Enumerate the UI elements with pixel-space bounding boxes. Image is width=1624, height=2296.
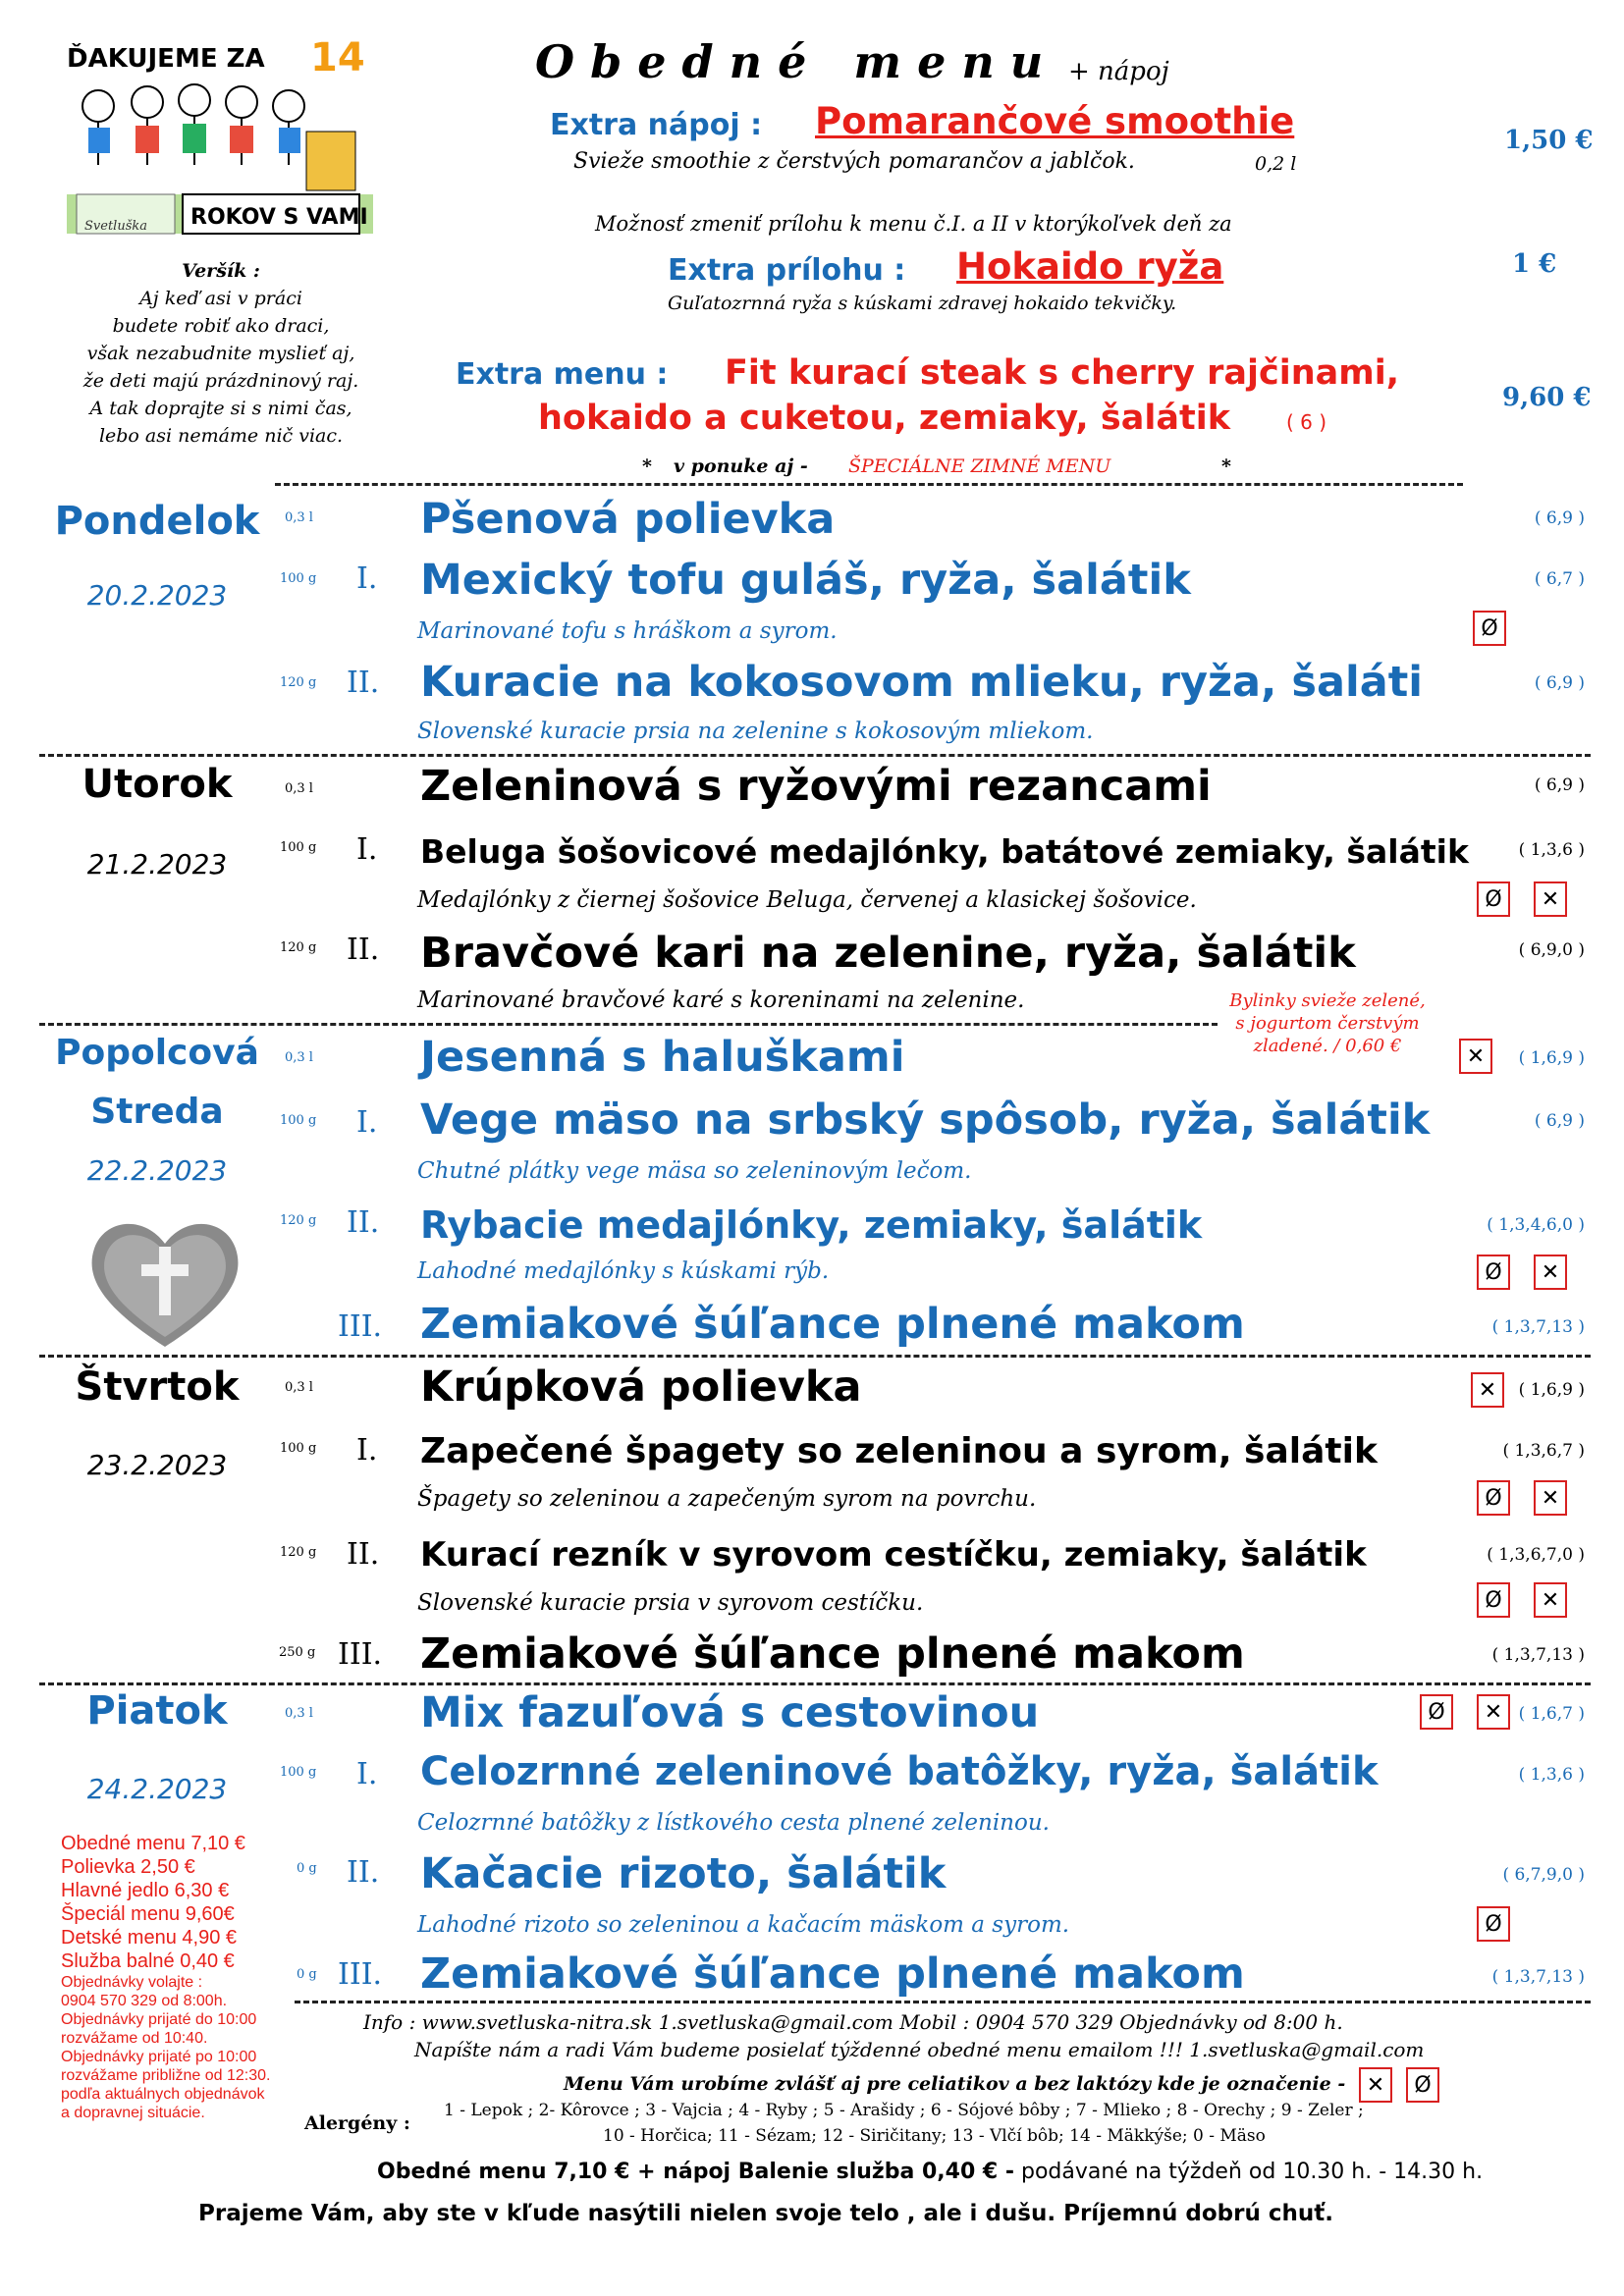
- dish-description: Marinované bravčové karé s koreninami na zelenine.: [417, 988, 1025, 1013]
- dish-name: Celozrnné zeleninové batôžky, ryža, šalátik: [420, 1749, 1379, 1794]
- allergen-codes: ( 6,7 ): [1534, 569, 1585, 589]
- item-amount: 100 g: [280, 571, 317, 586]
- logo-bottom-text: ROKOV S VAMI: [190, 205, 368, 230]
- closing-message: Prajeme Vám, aby ste v kľude nasýtili nielen svoje telo , ale i dušu. Príjemnú dobrú chuť.: [198, 2201, 1333, 2226]
- menu-summary-price: Obedné menu 7,10 € + nápoj Balenie služba 0,40 € -: [377, 2160, 1015, 2184]
- menu-number: I.: [356, 1433, 378, 1468]
- menu-number: II.: [347, 1537, 380, 1572]
- allergen-codes: ( 1,6,9 ): [1518, 1380, 1585, 1400]
- allergens-legend-line2: 10 - Horčica; 11 - Sézam; 12 - Siričitany; 13 - Vlčí bôb; 14 - Mäkkýše; 0 - Mäso: [603, 2126, 1266, 2146]
- extra-side-desc: Guľatozrnná ryža s kúskami zdravej hokaido tekvičky.: [668, 293, 1177, 314]
- versik-line: budete robiť ako draci,: [112, 315, 330, 337]
- order-note: a dopravnej situácie.: [61, 2105, 205, 2121]
- dish-description: Špagety so zeleninou a zapečeným syrom na povrchu.: [417, 1486, 1037, 1512]
- extra-side-price: 1 €: [1512, 249, 1557, 279]
- price-list: [61, 1832, 270, 2122]
- dish-name: Beluga šošovicové medajlónky, batátové zemiaky, šalátik: [420, 832, 1469, 871]
- dish-name: Bravčové kari na zelenine, ryža, šalátik: [420, 929, 1356, 978]
- logo-number: 14: [310, 37, 365, 80]
- item-amount: 0 g: [297, 1861, 317, 1876]
- dish-description: Celozrnné batôžky z lístkového cesta plnené zeleninou.: [417, 1810, 1050, 1836]
- gluten-free-icon: Ø: [1477, 1255, 1510, 1290]
- day-date: 23.2.2023: [86, 1449, 228, 1481]
- order-note: podľa aktuálnych objednávok: [61, 2086, 265, 2103]
- special-value: ŠPECIÁLNE ZIMNÉ MENU: [848, 455, 1111, 477]
- item-amount: 0,3 l: [285, 1706, 313, 1721]
- dish-name: Mexický tofu guláš, ryža, šalátik: [420, 556, 1191, 605]
- item-amount: 120 g: [280, 675, 317, 690]
- day-name: Utorok: [81, 762, 233, 807]
- dish-name: Kuracie na kokosovom mlieku, ryža, šaláti: [420, 658, 1424, 707]
- menu-number: II.: [347, 1855, 380, 1890]
- lactose-free-icon: ✕: [1534, 1480, 1567, 1516]
- menu-number: III.: [338, 1309, 383, 1344]
- dish-name: Kurací rezník v syrovom cestíčku, zemiaky, šalátik: [420, 1535, 1367, 1575]
- allergen-codes: ( 6,9 ): [1534, 508, 1585, 528]
- allergen-codes: ( 1,3,7,13 ): [1491, 1645, 1585, 1665]
- item-amount: 250 g: [279, 1645, 316, 1660]
- logo-brand: Svetluška: [84, 219, 147, 234]
- menu-number: III.: [338, 1957, 383, 1992]
- side-change-note: Možnosť zmeniť prílohu k menu č.I. a II v ktorýkoľvek deň za: [595, 212, 1232, 236]
- versik-line: že deti majú prázdninový raj.: [82, 370, 359, 392]
- item-amount: 100 g: [280, 1113, 317, 1128]
- dish-description: Slovenské kuracie prsia v syrovom cestíčku.: [417, 1590, 924, 1616]
- extra-menu-allergens: ( 6 ): [1286, 410, 1327, 434]
- lactose-free-icon: ✕: [1459, 1039, 1492, 1074]
- dish-name: Zeleninová s ryžovými rezancami: [420, 762, 1212, 811]
- menu-number: II.: [347, 933, 380, 967]
- herbs-note: [1210, 989, 1445, 1057]
- special-star-left: *: [642, 455, 652, 477]
- dish-description: Chutné plátky vege mäsa so zeleninovým lečom.: [417, 1158, 972, 1184]
- day-name: Popolcová: [55, 1033, 259, 1073]
- allergens-label: Alergény :: [304, 2112, 410, 2134]
- dish-description: Marinované tofu s hráškom a syrom.: [417, 618, 838, 644]
- dish-name: Zemiakové šúľance plnené makom: [420, 1629, 1245, 1679]
- ash-heart-cross-image: [84, 1209, 245, 1357]
- dish-description: Lahodné rizoto so zeleninou a kačacím mäskom a syrom.: [417, 1912, 1070, 1938]
- menu-number: I.: [356, 1105, 378, 1140]
- lactose-free-icon: ✕: [1477, 1694, 1510, 1730]
- versik-line: A tak doprajte si s nimi čas,: [89, 398, 352, 419]
- herbs-note-line: Bylinky svieže zelené,: [1229, 990, 1426, 1011]
- gluten-free-icon: Ø: [1477, 1582, 1510, 1618]
- lactose-free-icon: ✕: [1534, 881, 1567, 917]
- dish-name: Zapečené špagety so zeleninou a syrom, šalátik: [420, 1431, 1378, 1471]
- dish-description: Medajlónky z čiernej šošovice Beluga, červenej a klasickej šošovice.: [417, 887, 1197, 913]
- item-amount: 100 g: [280, 1441, 317, 1456]
- day-name: Pondelok: [54, 499, 260, 544]
- allergen-codes: ( 1,3,6 ): [1518, 1765, 1585, 1785]
- allergen-codes: ( 1,6,9 ): [1518, 1048, 1585, 1068]
- allergen-codes: ( 1,6,7 ): [1518, 1704, 1585, 1724]
- gluten-free-icon: Ø: [1473, 611, 1506, 646]
- logo-top-text: ĎAKUJEME ZA: [67, 44, 265, 74]
- lactose-free-icon: ✕: [1359, 2067, 1392, 2103]
- extra-menu-price: 9,60 €: [1502, 383, 1592, 412]
- footer-newsletter-note: Napíšte nám a radi Vám budeme posielať týždenné obedné menu emailom !!! 1.svetluska@gmail.com: [414, 2038, 1425, 2061]
- allergen-codes: ( 1,3,6,7 ): [1502, 1441, 1585, 1461]
- item-amount: 0 g: [297, 1967, 317, 1982]
- gluten-free-icon: Ø: [1477, 881, 1510, 917]
- versik-title: Veršík :: [182, 260, 260, 282]
- dish-name: Zemiakové šúľance plnené makom: [420, 1949, 1245, 1999]
- order-note: 0904 570 329 od 8:00h.: [61, 1993, 228, 2009]
- menu-number: II.: [347, 1205, 380, 1240]
- divider: [39, 1682, 1591, 1685]
- item-amount: 0,3 l: [285, 510, 313, 525]
- item-amount: 0,3 l: [285, 1050, 313, 1065]
- price-item: Detské menu 4,90 €: [61, 1927, 237, 1949]
- dish-name: Zemiakové šúľance plnené makom: [420, 1300, 1245, 1349]
- versik-line: však nezabudnite myslieť aj,: [86, 343, 355, 364]
- dish-name: Krúpková polievka: [420, 1362, 862, 1412]
- price-item: Hlavné jedlo 6,30 €: [61, 1880, 230, 1901]
- order-note: rozvážame približne od 12:30.: [61, 2067, 271, 2084]
- divider: [275, 483, 1463, 486]
- herbs-note-line: s jogurtom čerstvým: [1235, 1013, 1420, 1034]
- menu-number: I.: [356, 1757, 378, 1791]
- versik-line: lebo asi nemáme nič viac.: [98, 425, 344, 447]
- menu-number: I.: [356, 832, 378, 867]
- allergen-codes: ( 6,9 ): [1534, 1111, 1585, 1131]
- extra-drink-value: Pomarančové smoothie: [815, 100, 1295, 142]
- allergens-legend-line1: 1 - Lepok ; 2- Kôrovce ; 3 - Vajcia ; 4 - Ryby ; 5 - Arašidy ; 6 - Sójové bôby ; 7 - Mlieko ; 8 - Orechy ; 9 - Zeler ;: [444, 2101, 1364, 2120]
- gluten-free-icon: Ø: [1477, 1906, 1510, 1942]
- allergen-codes: ( 6,9,0 ): [1518, 940, 1585, 960]
- lactose-free-icon: ✕: [1534, 1255, 1567, 1290]
- allergen-codes: ( 1,3,7,13 ): [1491, 1317, 1585, 1337]
- extra-drink-price: 1,50 €: [1504, 126, 1594, 155]
- lactose-free-icon: ✕: [1534, 1582, 1567, 1618]
- order-note: Objednávky prijaté do 10:00: [61, 2011, 257, 2028]
- versik: [59, 257, 383, 450]
- dish-name: Kačacie rizoto, šalátik: [420, 1849, 947, 1898]
- page-title: Obedné menu: [535, 35, 1059, 88]
- dish-name: Pšenová polievka: [420, 495, 836, 544]
- order-note: Objednávky volajte :: [61, 1974, 203, 1991]
- divider: [295, 2001, 1591, 2003]
- dish-name: Jesenná s haluškami: [420, 1033, 905, 1082]
- footer-contact-info: Info : www.svetluska-nitra.sk 1.svetluska@gmail.com Mobil : 0904 570 329 Objednávky od 8:00 h.: [363, 2010, 1343, 2034]
- allergen-codes: ( 1,3,7,13 ): [1491, 1967, 1585, 1987]
- item-amount: 100 g: [280, 840, 317, 855]
- order-note: Objednávky prijaté po 10:00: [61, 2049, 257, 2065]
- extra-drink-volume: 0,2 l: [1255, 153, 1297, 175]
- allergen-codes: ( 6,9 ): [1534, 775, 1585, 795]
- extra-side-label: Extra prílohu :: [668, 253, 906, 288]
- menu-summary: [377, 2160, 1483, 2184]
- price-item: Obedné menu 7,10 €: [61, 1833, 245, 1854]
- gluten-free-icon: Ø: [1477, 1480, 1510, 1516]
- allergen-codes: ( 6,9 ): [1534, 673, 1585, 693]
- allergen-codes: ( 6,7,9,0 ): [1502, 1865, 1585, 1885]
- item-amount: 120 g: [280, 1213, 317, 1228]
- extra-menu-value-line1: Fit kurací steak s cherry rajčinami,: [725, 353, 1400, 393]
- versik-line: Aj keď asi v práci: [139, 288, 302, 309]
- gluten-free-icon: Ø: [1420, 1694, 1453, 1730]
- dish-name: Rybacie medajlónky, zemiaky, šalátik: [420, 1203, 1203, 1247]
- menu-summary-hours: podávané na týždeň od 10.30 h. - 14.30 h.: [1014, 2160, 1484, 2184]
- item-amount: 120 g: [280, 940, 317, 955]
- extra-menu-value-line2: hokaido a cuketou, zemiaky, šalátik: [538, 399, 1230, 438]
- price-item: Polievka 2,50 €: [61, 1856, 195, 1878]
- menu-number: II.: [347, 666, 380, 700]
- dish-description: Lahodné medajlónky s kúskami rýb.: [417, 1258, 830, 1284]
- order-note: rozvážame od 10:40.: [61, 2030, 208, 2047]
- allergen-codes: ( 1,3,4,6,0 ): [1487, 1215, 1585, 1235]
- special-prefix: v ponuke aj -: [674, 455, 808, 477]
- price-item: Služba balné 0,40 €: [61, 1950, 235, 1972]
- item-amount: 120 g: [280, 1545, 317, 1560]
- menu-number: III.: [338, 1637, 383, 1672]
- divider: [39, 1355, 1591, 1358]
- extra-side-value: Hokaido ryža: [956, 245, 1224, 288]
- dish-name: Mix fazuľová s cestovinou: [420, 1688, 1040, 1737]
- day-name: Piatok: [86, 1688, 228, 1734]
- item-amount: 0,3 l: [285, 1380, 313, 1395]
- dish-name: Vege mäso na srbský spôsob, ryža, šalátik: [420, 1095, 1431, 1145]
- menu-number: I.: [356, 561, 378, 596]
- day-date: 20.2.2023: [86, 579, 228, 612]
- extra-drink-label: Extra nápoj :: [550, 108, 763, 142]
- divider: [39, 1023, 1218, 1026]
- dish-description: Slovenské kuracie prsia na zelenine s kokosovým mliekom.: [417, 719, 1094, 744]
- item-amount: 100 g: [280, 1765, 317, 1780]
- day-date: 21.2.2023: [86, 848, 228, 881]
- allergen-codes: ( 1,3,6 ): [1518, 840, 1585, 860]
- extra-drink-desc: Svieže smoothie z čerstvých pomarančov a jablčok.: [573, 149, 1135, 174]
- gluten-free-icon: Ø: [1406, 2067, 1439, 2103]
- logo: [67, 37, 373, 245]
- lactose-free-icon: ✕: [1471, 1372, 1504, 1408]
- special-star-right: *: [1221, 455, 1231, 477]
- day-date: 24.2.2023: [86, 1773, 228, 1805]
- day-name-line2: Streda: [90, 1092, 224, 1132]
- page-title-sub: + nápoj: [1068, 57, 1169, 86]
- herbs-note-line: zladené. / 0,60 €: [1253, 1036, 1402, 1056]
- item-amount: 0,3 l: [285, 781, 313, 796]
- price-item: Špeciál menu 9,60€: [61, 1903, 235, 1925]
- celiac-note: Menu Vám urobíme zvlášť aj pre celiatikov a bez laktózy kde je označenie -: [564, 2073, 1346, 2095]
- day-name: Štvrtok: [75, 1364, 240, 1410]
- divider: [39, 754, 1591, 757]
- extra-menu-label: Extra menu :: [456, 357, 669, 392]
- allergen-codes: ( 1,3,6,7,0 ): [1487, 1545, 1585, 1565]
- day-date: 22.2.2023: [86, 1154, 228, 1187]
